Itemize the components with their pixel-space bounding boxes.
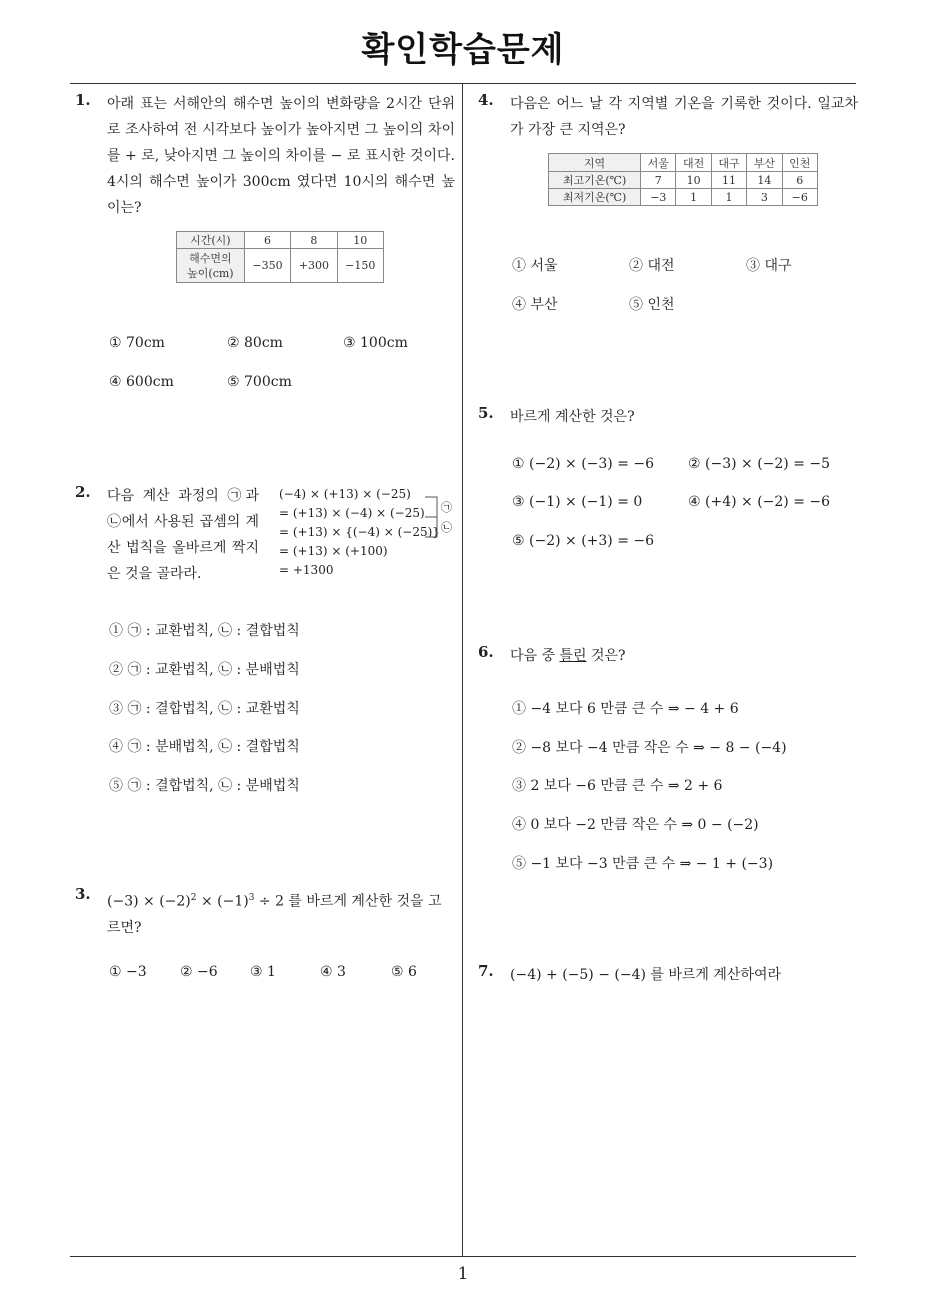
table-header-cell: 6 [244,232,290,249]
calc-line: (−4) × (+13) × (−25) [279,487,411,501]
expression-part: (−3) × (−2) [107,893,191,910]
choice-2[interactable]: ② (−3) × (−2) = −5 [688,456,831,472]
question-text-part: 것은? [586,648,626,664]
choice-5[interactable]: ⑤ ㉠ : 결합법칙, ㉡ : 분배법칙 [109,778,300,794]
table-header-cell: 인천 [782,154,817,172]
table-row-label: 최고기온(℃) [549,172,641,189]
choice-1[interactable]: ① −4 보다 6 만큼 큰 수 ⇒ − 4 + 6 [512,701,739,717]
footer-rule [70,1256,856,1257]
question-6 [478,643,863,883]
choice-5[interactable]: ⑤ 700cm [227,374,292,390]
question-number: 3. [75,885,91,903]
choice-4[interactable]: ④ 600cm [109,374,174,390]
choice-5[interactable]: ⑤ −1 보다 −3 만큼 큰 수 ⇒ − 1 + (−3) [512,856,774,872]
table-header-cell: 8 [291,232,337,249]
choice-2[interactable]: ② 대전 [629,258,675,274]
table-row-label [177,249,245,283]
choice-2[interactable]: ② −8 보다 −4 만큼 작은 수 ⇒ − 8 − (−4) [512,740,787,756]
question-text: 다음은 어느 날 각 지역별 기온을 기록한 것이다. 일교차가 가장 큰 지역은? [510,96,858,138]
header-rule [70,83,856,84]
table-header-cell: 지역 [549,154,641,172]
table-row-label: 최저기온(℃) [549,189,641,206]
page-title: 확인학습문제 [361,30,565,70]
question-text: 다음 계산 과정의 ㉠과 ㉡에서 사용된 곱셈의 계산 법칙을 올바르게 짝지은 것을 골라라. [107,488,259,582]
table-header-cell: 서울 [641,154,676,172]
table-header-cell: 시간(시) [177,232,245,249]
choice-3[interactable]: ③ 100cm [343,335,408,351]
calc-line: = (+13) × (−4) × (−25) [279,506,425,520]
question-text: (−4) + (−5) − (−4) 를 바르게 계산하여라 [510,967,782,983]
table-cell: −3 [641,189,676,206]
calc-line: = (+13) × {(−4) × (−25)} [279,525,440,539]
question-2 [75,483,460,803]
table-cell: 7 [641,172,676,189]
table-header-cell: 10 [337,232,383,249]
choice-3[interactable]: ③ 대구 [746,258,792,274]
question-number: 5. [478,404,494,422]
question-text-line: 르면? [107,919,142,936]
exponent: 2 [190,893,197,903]
temperature-table [548,153,818,206]
table-header-cell: 대전 [676,154,711,172]
expression-part: × (−1) [196,893,249,910]
table-cell: 1 [676,189,711,206]
table-header-cell: 대구 [711,154,746,172]
choice-3[interactable]: ③ 1 [250,964,276,980]
choice-4[interactable]: ④ ㉠ : 분배법칙, ㉡ : 결합법칙 [109,739,300,755]
table-cell: 14 [747,172,782,189]
page-number: 1 [457,1264,469,1284]
question-3 [75,885,460,985]
table-header-cell: 부산 [747,154,782,172]
table-cell: −6 [782,189,817,206]
choice-4[interactable]: ④ 0 보다 −2 만큼 작은 수 ⇒ 0 − (−2) [512,817,759,833]
question-number: 1. [75,91,91,109]
choice-1[interactable]: ① 70cm [109,335,165,351]
choice-4[interactable]: ④ 부산 [512,297,558,313]
choice-1[interactable]: ① (−2) × (−3) = −6 [512,456,655,472]
row-label-line: 해수면의 [189,251,232,265]
exponent: 3 [248,893,255,903]
question-1 [75,91,455,401]
choice-1[interactable]: ① −3 [109,964,147,980]
question-text [107,885,457,941]
table-cell: −150 [337,249,383,283]
mark-a-label: ㉠ [441,501,452,514]
table-cell: 3 [747,189,782,206]
question-number: 7. [478,962,494,980]
choice-4[interactable]: ④ (+4) × (−2) = −6 [688,494,831,510]
expression-part: ÷ 2 를 바르게 계산한 것을 고 [254,893,442,910]
question-number: 2. [75,483,91,501]
underlined-word: 틀린 [559,648,587,664]
choice-5[interactable]: ⑤ (−2) × (+3) = −6 [512,533,655,549]
sea-level-table [176,231,384,283]
question-text-part: 다음 중 [510,648,560,664]
choice-5[interactable]: ⑤ 6 [391,964,417,980]
row-label-line: 높이(cm) [187,266,234,280]
calculation-process [279,487,459,587]
table-cell: −350 [244,249,290,283]
question-text: 아래 표는 서해안의 해수면 높이의 변화량을 2시간 단위로 조사하여 전 시각보다 높이가 높아지면 그 높이의 차이를 + 로, 낮아지면 그 높이의 차이를 − 로 표시한 것이다. 4시의 해수면 높이가 300cm 였다면 10시의 해수면 높이는? [107,96,455,216]
question-number: 4. [478,91,494,109]
question-text: 바르게 계산한 것은? [510,409,635,425]
calc-line: = +1300 [279,563,334,577]
choice-2[interactable]: ② −6 [180,964,218,980]
choice-4[interactable]: ④ 3 [320,964,346,980]
choice-5[interactable]: ⑤ 인천 [629,297,675,313]
table-cell: +300 [291,249,337,283]
choice-1[interactable]: ① 서울 [512,258,558,274]
table-cell: 6 [782,172,817,189]
calc-line: = (+13) × (+100) [279,544,388,558]
table-cell: 10 [676,172,711,189]
column-divider [462,83,463,1257]
table-cell: 1 [711,189,746,206]
question-text [510,643,850,669]
question-number: 6. [478,643,494,661]
question-5 [478,404,863,564]
choice-3[interactable]: ③ 2 보다 −6 만큼 큰 수 ⇒ 2 + 6 [512,778,723,794]
mark-b-label: ㉡ [441,521,452,534]
table-cell: 11 [711,172,746,189]
question-7 [478,962,863,992]
choice-3[interactable]: ③ ㉠ : 결합법칙, ㉡ : 교환법칙 [109,701,300,717]
choice-1[interactable]: ① ㉠ : 교환법칙, ㉡ : 결합법칙 [109,623,300,639]
choice-3[interactable]: ③ (−1) × (−1) = 0 [512,494,643,510]
choice-2[interactable]: ② ㉠ : 교환법칙, ㉡ : 분배법칙 [109,662,300,678]
choice-2[interactable]: ② 80cm [227,335,283,351]
question-4 [478,91,863,321]
